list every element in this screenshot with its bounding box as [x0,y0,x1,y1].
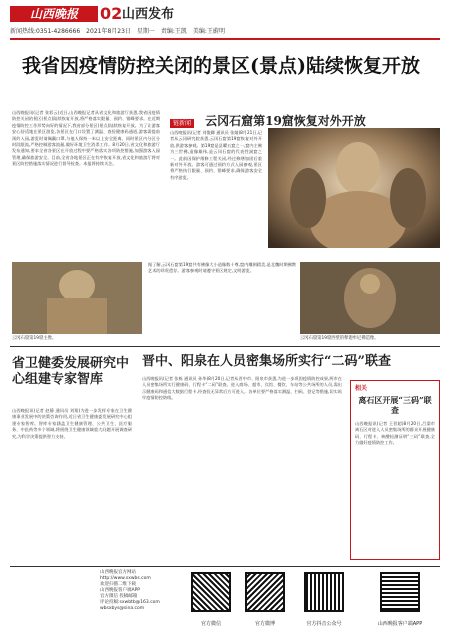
qr-douyin[interactable] [294,572,354,632]
masthead [10,4,440,36]
qr-weibo-label: 官方微博 [254,621,275,627]
footer-line6[interactable]: 评论投稿:sxwbtb@163.com [100,600,160,605]
qr-weibo[interactable] [240,572,290,632]
west-wall-image [300,262,440,334]
main-article-body: 山西晚报讯(记者 张彩云)近日,山西晚报记者从省文化和旅游厅获悉,我省因疫情防控关闭的景区(景点)陆续恢复开放,将严格落实限量、预约、错峰要求。在近期疫情防控工作形势向好的情况下,我省部分景区(景点)陆续恢复开放。为了让游客安心舒适地在景区游览,各景区在门口设置了测温、查验健康码通道,游客需提前预约入园,游览时请佩戴口罩,与他人保持一米以上安全距离。同时景区内分区分时段限流,严格控制游客流量,做好环境卫生消杀工作。8月20日,省文化和旅游厅发布通知,要求全省各景区在开放过程中要严格落实各项防控措施,加强游客入园管理,确保旅游安全。目前,全省各地景区正在有序恢复开放,省文化和旅游厅将对景区防控措施落实情况进行督导检查。本报将持续关注。 [12,110,160,167]
jinzhong-title: 晋中、阳泉在人员密集场所实行“二码”联查 [142,354,391,369]
footer-rule [10,566,440,567]
cave-photo-main [268,128,440,248]
qihui-body: 山西晚报讯(记者 赵静 通讯员 刘翔)为进一步发挥专家在卫生健康事业发展中的决策咨询作用,近日省卫生健康委发展研究中心组建专家智库。智库专家涵盖卫生健康管理、公共卫生、医疗服务、中医药等多个领域,将围绕卫生健康领域重大问题开展调查研究,为科学决策提供智力支持。 [12,408,132,439]
hotline-info: 新闻热线:0351-4286666 2021年8月23日 星期一 责编:王凯 美编:王蔚明 [10,28,225,35]
qr-code-icon [245,572,285,612]
footer-line3: 欢迎扫描二维下载 [100,582,136,587]
qr-code-icon [304,572,344,612]
page-number: 02 [100,4,123,23]
header-rule [10,38,440,40]
qr-wechat[interactable] [186,572,236,632]
qr-app[interactable] [360,572,440,632]
photo2-caption: 云冈石窟第19窟西壁的释迦牟尼佛造像。 [300,336,379,341]
jinzhong-body: 山西晚报讯(记者 张栋 通讯员 孙华)8月20日,记者从晋中市、阳泉市获悉,为进一步巩固疫情防控成果,两市在人员密集场所实行健康码、行程卡“二码”联查。进入商场、超市、宾馆、餐饮、车站等公共场所的人员,需出示健康码和通信大数据行程卡,经查验无异常后方可进入。各单位要严格落实测温、扫码、登记等措施,切实筑牢疫情防控防线。 [142,376,342,401]
footer-line5: 官方微信 投稿邮箱 [100,594,138,599]
qihui-title: 省卫健委发展研究中心组建专家智库 [12,356,130,387]
qr-code-icon [191,572,231,612]
newspaper-logo: 山西晚报 [10,6,98,22]
qr-wechat-label: 官方微信 [200,621,221,627]
related-body: 山西晚报讯(记者 王晋超)8月20日,吕梁市离石区对进入人员密集场所的群众开展健康码、行程卡、核酸检测证明“三码”联查,全力做好疫情防控工作。 [355,421,435,446]
qr-app-label: 山西晚报客户端APP [377,621,423,627]
yungang-body: 山西晚报讯(记者 刘俊卿 通讯员 张婧)8月21日,记者从云冈研究院获悉,云冈石窟第19窟恢复对外开放,供游客参观。第19窟是昙曜五窟之一,窟内主佛为三世佛,造像雄伟,是云冈石窟的代表性洞窟之一。此前因保护维修工程关闭,经过修缮加固后重新对外开放。游客可通过预约方式入园参观,景区将严格执行限量、预约、错峰要求,确保游客安全有序游览。 [170,130,262,180]
yungang-side-body: 据了解,云冈石窟第19窟共有佛像大小造像数十尊,窟内雕刻精美,是北魏时期佛教艺术的珍贵遗存。游客参观时请遵守景区规定,文明游览。 [148,262,296,274]
cave-image [268,128,440,248]
footer-line4: 山西晚报客户端APP [100,588,141,593]
qr-code-icon [380,572,420,612]
cave-photo-west-wall [300,262,440,334]
statue-image [12,262,142,334]
related-label: 相关 [355,385,368,392]
related-news-tag: 链新闻 [170,119,194,128]
main-headline: 我省因疫情防控关闭的景区(景点)陆续恢复开放 [22,55,420,77]
yungang-header [170,110,440,126]
footer-info [100,570,180,612]
section-title: 山西发布 [122,7,175,22]
yungang-title: 云冈石窟第19窟恢复对外开放 [205,114,366,128]
related-sidebox [350,380,440,560]
section-divider [10,346,440,347]
qr-douyin-label: 官方抖音公众号 [306,621,342,627]
photo1-caption: 云冈石窟第19窟主像。 [12,336,57,341]
footer-line2[interactable]: http://www.sxwbs.com [100,576,151,581]
footer-line7[interactable]: wbsxbys@sina.com [100,606,145,611]
footer-line1: 山西晚报官方网站 [100,570,136,575]
cave-photo-statue [12,262,142,334]
related-title: 离石区开展“三码”联查 [358,395,432,415]
